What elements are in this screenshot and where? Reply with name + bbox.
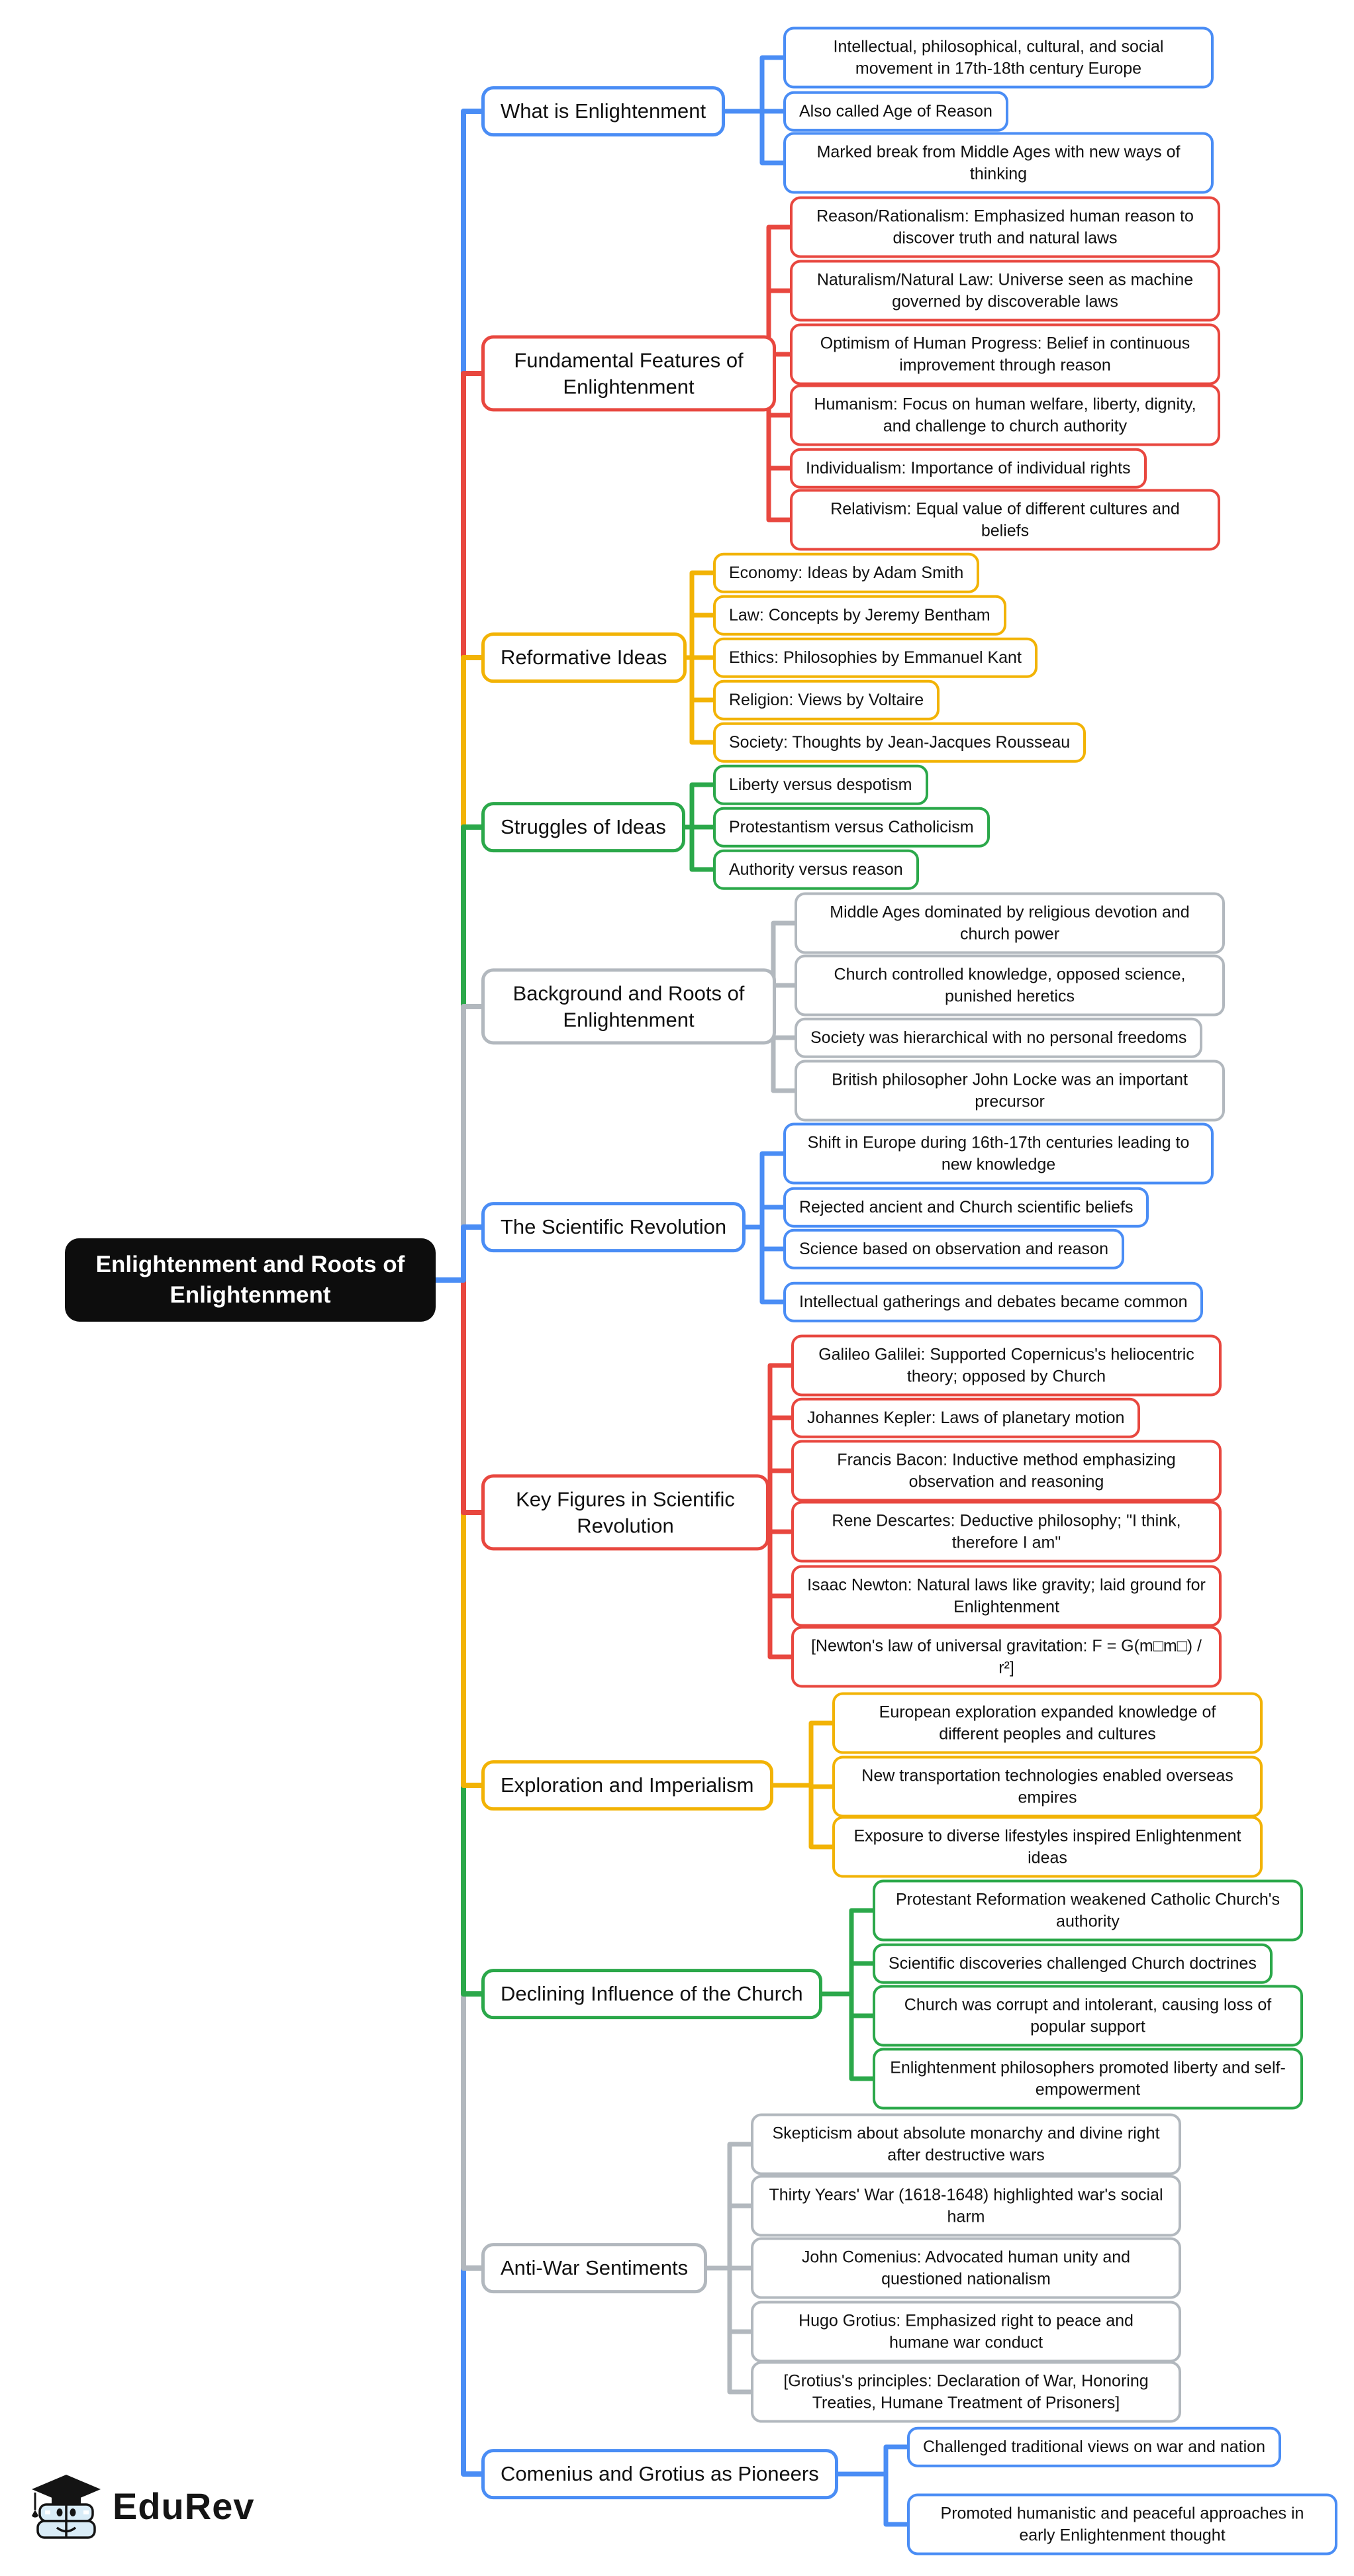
child-connector [767, 1512, 795, 1657]
child-node: Protestantism versus Catholicism [713, 807, 990, 848]
edurev-logo-text: EduRev [113, 2485, 255, 2527]
branch-connector [433, 1227, 485, 1280]
branch-node: Anti-War Sentiments [481, 2243, 707, 2293]
branch-node: Fundamental Features of Enlightenment [481, 335, 776, 411]
branch-connector [433, 658, 485, 1280]
child-node: Rejected ancient and Church scientific beliefs [783, 1187, 1149, 1228]
child-node: Reason/Rationalism: Emphasized human reason to discover truth and natural laws [790, 197, 1220, 258]
child-node: Economy: Ideas by Adam Smith [713, 553, 979, 593]
branch-connector [433, 111, 485, 1280]
child-node: Skepticism about absolute monarchy and divine right after destructive wars [751, 2114, 1181, 2175]
branch-node: The Scientific Revolution [481, 1202, 746, 1252]
child-connector [743, 1227, 787, 1249]
child-node: Promoted humanistic and peaceful approaches in early Enlightenment thought [907, 2494, 1337, 2555]
child-node: Church was corrupt and intolerant, causing loss of popular support [873, 1985, 1303, 2047]
child-node: Society was hierarchical with no personal freedoms [795, 1018, 1202, 1058]
child-node: Thirty Years' War (1618-1648) highlighted war's social harm [751, 2175, 1181, 2237]
branch-node: Struggles of Ideas [481, 802, 685, 852]
branch-node: Key Figures in Scientific Revolution [481, 1474, 769, 1550]
child-node: Exposure to diverse lifestyles inspired Enlightenment ideas [832, 1816, 1263, 1878]
child-connector [767, 1471, 795, 1512]
child-connector [820, 1994, 876, 2079]
child-node: Rene Descartes: Deductive philosophy; "I think, therefore I am" [791, 1501, 1222, 1563]
child-connector [820, 1994, 876, 2016]
child-connector [684, 658, 716, 700]
child-node: Society: Thoughts by Jean-Jacques Rousseau [713, 722, 1086, 763]
child-connector [743, 1207, 787, 1227]
child-connector [684, 615, 716, 658]
branch-connector [433, 1280, 485, 2268]
branch-connector [433, 1280, 485, 1512]
child-node: Marked break from Middle Ages with new ways of thinking [783, 132, 1214, 194]
branch-connector [433, 1007, 485, 1280]
child-node: Johannes Kepler: Laws of planetary motion [791, 1398, 1140, 1438]
child-node: Francis Bacon: Inductive method emphasizing observation and reasoning [791, 1440, 1222, 1502]
branch-node: Background and Roots of Enlightenment [481, 968, 776, 1044]
child-node: Authority versus reason [713, 850, 919, 890]
child-node: [Grotius's principles: Declaration of War, Honoring Treaties, Humane Treatment of Prisoners] [751, 2361, 1181, 2423]
child-node: Middle Ages dominated by religious devotion and church power [795, 893, 1225, 954]
child-connector [743, 1154, 787, 1227]
child-connector [743, 1227, 787, 1302]
branch-node: Reformative Ideas [481, 632, 687, 683]
branch-connector [433, 827, 485, 1280]
child-node: Law: Concepts by Jeremy Bentham [713, 595, 1006, 636]
branch-node: Exploration and Imperialism [481, 1760, 773, 1810]
child-node: Also called Age of Reason [783, 91, 1008, 132]
branch-connector [433, 1280, 485, 1994]
child-connector [704, 2206, 754, 2268]
child-connector [836, 2474, 910, 2524]
child-node: Hugo Grotius: Emphasized right to peace and humane war conduct [751, 2301, 1181, 2363]
child-node: Ethics: Philosophies by Emmanuel Kant [713, 638, 1038, 678]
child-node: Humanism: Focus on human welfare, liberty, dignity, and challenge to church authority [790, 385, 1220, 446]
child-node: Shift in Europe during 16th-17th centuries leading to new knowledge [783, 1123, 1214, 1185]
child-node: Scientific discoveries challenged Church doctrines [873, 1944, 1273, 1984]
child-node: Liberty versus despotism [713, 765, 928, 805]
child-node: Protestant Reformation weakened Catholic Church's authority [873, 1880, 1303, 1942]
edurev-logo-icon [29, 2471, 103, 2540]
child-node: Galileo Galilei: Supported Copernicus's heliocentric theory; opposed by Church [791, 1335, 1222, 1397]
branch-node: What is Enlightenment [481, 86, 725, 136]
child-connector [820, 1910, 876, 1994]
child-connector [820, 1963, 876, 1994]
edurev-logo[interactable] [29, 2471, 255, 2540]
child-connector [722, 111, 787, 163]
child-node: Science based on observation and reason [783, 1229, 1124, 1269]
branch-connector [433, 1280, 485, 1785]
child-node: Optimism of Human Progress: Belief in continuous improvement through reason [790, 324, 1220, 385]
child-connector [722, 58, 787, 111]
child-node: Intellectual gatherings and debates became common [783, 1282, 1203, 1322]
child-node: Enlightenment philosophers promoted liberty and self-empowerment [873, 2048, 1303, 2110]
child-node: John Comenius: Advocated human unity and questioned nationalism [751, 2238, 1181, 2299]
child-node: European exploration expanded knowledge of different peoples and cultures [832, 1693, 1263, 1754]
child-connector [771, 1723, 836, 1785]
child-connector [683, 827, 716, 869]
root-node: Enlightenment and Roots of Enlightenment [65, 1238, 436, 1322]
child-node: Individualism: Importance of individual rights [790, 448, 1147, 489]
child-node: Isaac Newton: Natural laws like gravity; laid ground for Enlightenment [791, 1565, 1222, 1627]
child-node: Challenged traditional views on war and nation [907, 2427, 1281, 2467]
child-node: Intellectual, philosophical, cultural, and social movement in 17th-18th century Europe [783, 27, 1214, 89]
child-node: Religion: Views by Voltaire [713, 680, 940, 720]
child-node: Naturalism/Natural Law: Universe seen as machine governed by discoverable laws [790, 260, 1220, 322]
branch-connector [433, 1280, 485, 2474]
branch-node: Declining Influence of the Church [481, 1969, 822, 2019]
child-node: Relativism: Equal value of different cultures and beliefs [790, 489, 1220, 551]
child-node: New transportation technologies enabled overseas empires [832, 1756, 1263, 1818]
child-connector [683, 785, 716, 827]
child-node: Church controlled knowledge, opposed science, punished heretics [795, 955, 1225, 1016]
child-node: British philosopher John Locke was an important precursor [795, 1060, 1225, 1122]
branch-node: Comenius and Grotius as Pioneers [481, 2449, 838, 2499]
child-node: [Newton's law of universal gravitation: F = G(m□m□) / r²] [791, 1626, 1222, 1688]
child-connector [771, 1785, 836, 1847]
child-connector [836, 2447, 910, 2474]
